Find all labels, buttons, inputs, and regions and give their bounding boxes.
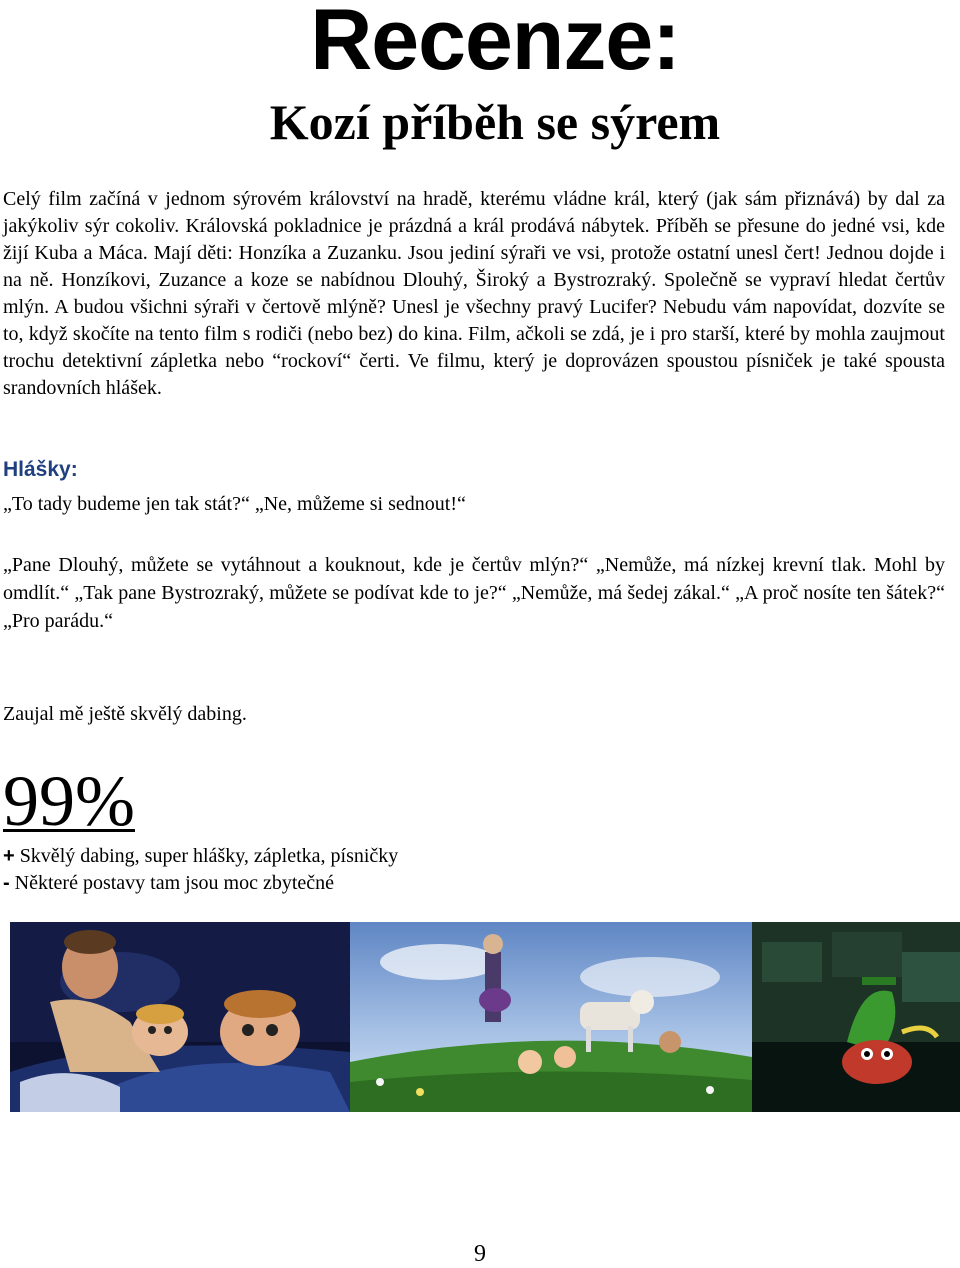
- cons-text: Některé postavy tam jsou moc zbytečné: [9, 872, 335, 894]
- page-title: Recenze:: [310, 0, 680, 88]
- movie-stills: [10, 922, 960, 1112]
- movie-still-family: [10, 922, 350, 1112]
- score-rating: 99%: [3, 761, 135, 841]
- quotes-heading: Hlášky:: [3, 458, 78, 481]
- page-number: 9: [474, 1241, 486, 1267]
- review-subtitle: Kozí příběh se sýrem: [269, 94, 721, 150]
- quote-2: „Pane Dlouhý, můžete se vytáhnout a kouknout, kde je čertův mlýn?“ „Nemůže, má nízkej krevní tlak. Mohl by omdlít.“ „Tak pane Bystrozraký, můžete se podívat kde to je?“ „Nemůže, má šedej zákal.“ „A proč nosíte ten šátek?“ „Pro parádu.“: [3, 554, 945, 632]
- cons-line: [3, 870, 334, 897]
- review-body: Celý film začíná v jednom sýrovém království na hradě, kterému vládne král, který (jak sám přiznává) by dal za jakýkoliv sýr cokoliv. Královská pokladnice je prázdná a král prodává nábytek. Příběh se přesune do jedné vsi, kde žijí Kuba a Máca. Mají děti: Honzíka a Zuzanku. Jsou jediní sýraři ve vsi, protože ostatní unesl čert! Jednou dojde i na ně. Honzíkovi, Zuzance a koze se nabídnou Dlouhý, Široký a Bystrozraký. Společně se vypraví hledat čertův mlýn. A budou všichni sýraři v čertově mlýně? Unesl je všechny pravý Lucifer? Nebudu vám napovídat, dozvíte se to, když skočíte na tento film s rodiči (nebo bez) do kina. Film, ačkoli se zdá, je i pro starší, které by mohla zaujmout trochu detektivní zápletka nebo “rockoví“ čerti. Ve filmu, který je doprovázen spoustou písniček je také spousta srandovních hlášek.: [3, 188, 945, 399]
- minus-sign: -: [3, 872, 10, 894]
- dubbing-note: Zaujal mě ještě skvělý dabing.: [3, 703, 247, 725]
- movie-still-cave: [752, 922, 960, 1112]
- quote-1: „To tady budeme jen tak stát?“ „Ne, můžeme si sednout!“: [3, 493, 466, 515]
- plus-sign: +: [3, 845, 15, 867]
- pros-line: [3, 843, 398, 870]
- pros-text: Skvělý dabing, super hlášky, zápletka, písničky: [14, 845, 399, 867]
- movie-still-meadow: [350, 922, 752, 1112]
